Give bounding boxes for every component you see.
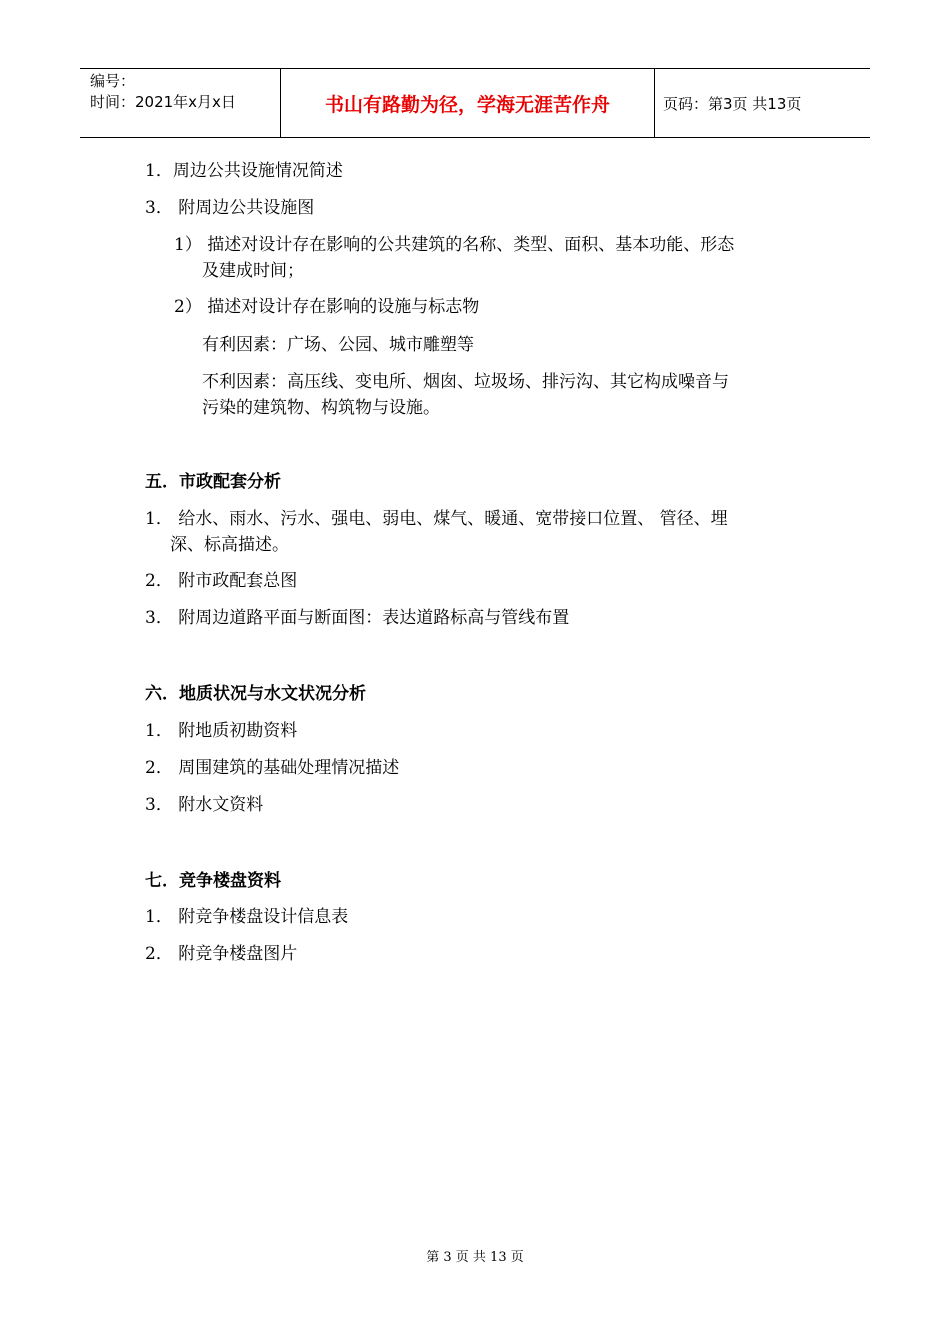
page-header xyxy=(80,68,870,138)
list-item: 1． 附地质初勘资料 xyxy=(145,721,298,741)
list-item-continuation: 深、标高描述。 xyxy=(170,535,289,555)
list-item: 2） 描述对设计存在影响的设施与标志物 xyxy=(174,297,480,317)
list-item-continuation: 污染的建筑物、构筑物与设施。 xyxy=(202,398,440,418)
list-item: 1．周边公共设施情况简述 xyxy=(145,161,343,181)
list-item: 有利因素：广场、公园、城市雕塑等 xyxy=(202,335,474,355)
list-item: 2． 附市政配套总图 xyxy=(145,571,298,591)
list-item: 2． 附竞争楼盘图片 xyxy=(145,944,298,964)
list-item-continuation: 及建成时间； xyxy=(202,261,304,281)
page-footer: 第 3 页 共 13 页 xyxy=(426,1250,524,1265)
list-item: 1． 附竞争楼盘设计信息表 xyxy=(145,907,349,927)
list-item: 2． 周围建筑的基础处理情况描述 xyxy=(145,758,400,778)
header-page-info: 页码：第3页 共13页 xyxy=(663,94,802,113)
list-item: 3． 附周边道路平面与断面图：表达道路标高与管线布置 xyxy=(145,608,570,628)
list-item: 1． 给水、雨水、污水、强电、弱电、煤气、暖通、宽带接口位置、 管径、埋 xyxy=(145,509,728,529)
list-item: 3． 附周边公共设施图 xyxy=(145,198,315,218)
header-meta xyxy=(80,69,281,137)
header-motto: 书山有路勤为径，学海无涯苦作舟 xyxy=(281,69,655,137)
list-item: 3． 附水文资料 xyxy=(145,795,264,815)
section-heading: 五．市政配套分析 xyxy=(145,472,281,492)
list-item: 不利因素：高压线、变电所、烟囱、垃圾场、排污沟、其它构成噪音与 xyxy=(202,372,729,392)
header-time: 时间：2021年x月x日 xyxy=(90,93,236,111)
section-heading: 六．地质状况与水文状况分析 xyxy=(145,684,366,704)
header-number: 编号： xyxy=(90,72,136,90)
section-heading: 七．竞争楼盘资料 xyxy=(145,871,281,891)
list-item: 1） 描述对设计存在影响的公共建筑的名称、类型、面积、基本功能、形态 xyxy=(174,235,735,255)
